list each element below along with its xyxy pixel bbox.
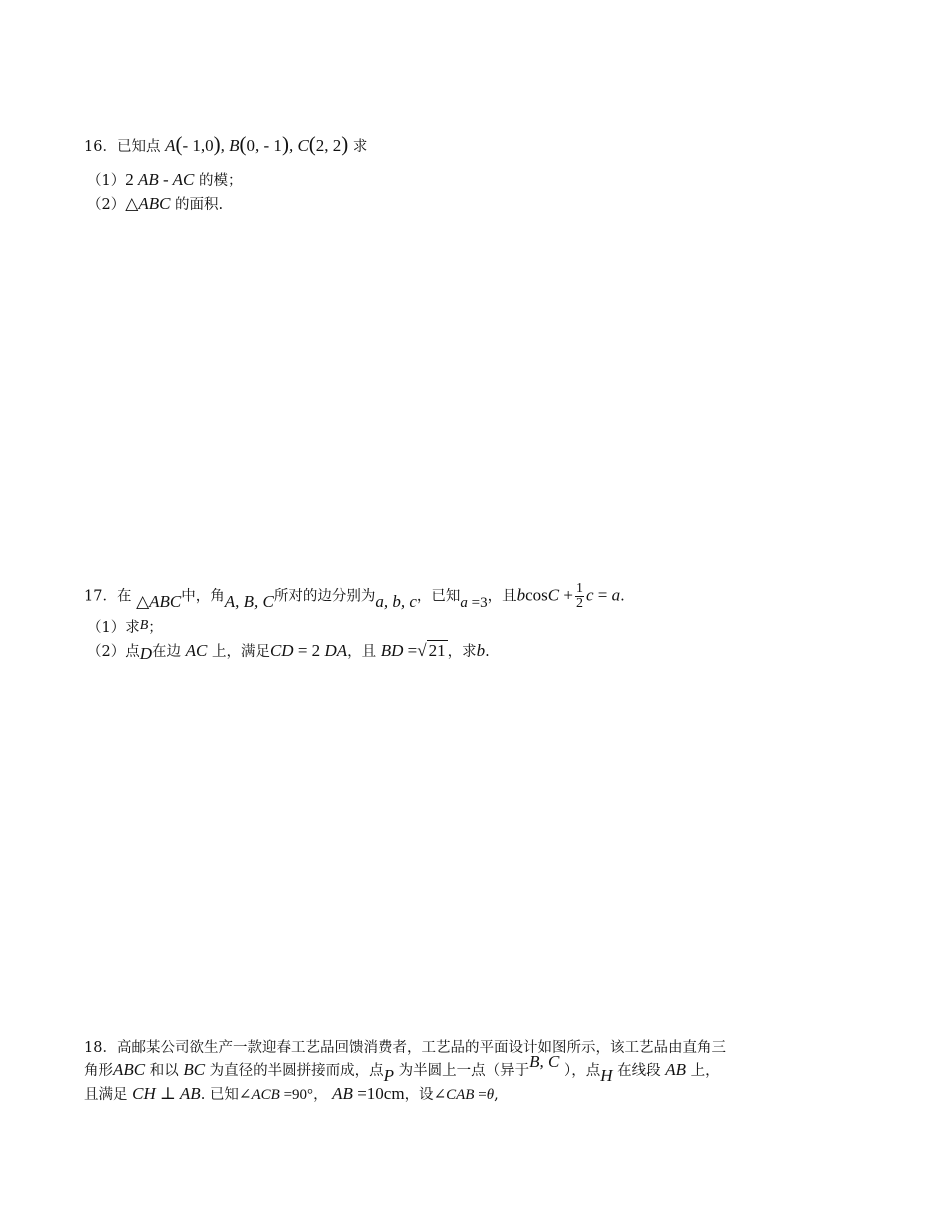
q16-part1-number: （1） — [87, 173, 126, 189]
q18-line-1 — [84, 1038, 726, 1058]
q18-ab-length: AB =10cm — [332, 1084, 405, 1103]
q18-abc: ABC — [113, 1060, 146, 1079]
q17-part2-text: （2）点 — [87, 644, 140, 660]
q18-l2-text-6: 在线段 — [617, 1063, 661, 1079]
q18-l2-text-5: ），点 — [564, 1063, 601, 1079]
q18-angle-acb: ∠ACB =90° — [238, 1087, 314, 1103]
q17-equation: bcosC + — [516, 585, 573, 605]
q18-l2-text-7: 上， — [690, 1063, 720, 1079]
q17-fraction — [575, 582, 584, 611]
q18-l3-text-3: ， — [313, 1087, 328, 1103]
q17-angles: A, B, C — [224, 591, 274, 611]
q16-part1 — [87, 170, 242, 191]
q17-given-a: a =3 — [460, 594, 488, 611]
q16-part2-number: （2） — [87, 197, 126, 213]
q18-l3-text-5: , — [494, 1087, 499, 1103]
q17-part2-text-2: 上，满足 — [211, 644, 270, 660]
q16-point-a: A(- 1,0), B(0, - 1), C(2, 2) — [165, 132, 349, 156]
q16-stem-text: 16．已知点 — [84, 139, 161, 155]
q16-part1-expr: 2 AB - AC — [125, 170, 195, 189]
q18-bc-points: B, C — [529, 1052, 560, 1071]
q17-frac-numerator: 1 — [575, 581, 583, 596]
q17-part2-text-1: 在边 — [152, 644, 182, 660]
q17-part1-end: ； — [148, 620, 163, 636]
q16-stem-suffix: 求 — [352, 139, 368, 155]
q17-text-1: 中，角 — [181, 588, 225, 605]
q18-point-h: H — [600, 1066, 613, 1085]
q18-l3-text-1: 且满足 — [84, 1087, 128, 1103]
q18-line-2 — [84, 1052, 720, 1085]
q18-text-1: 18．高邮某公司欲生产一款迎春工艺品回馈消费者，工艺品的平面设计如图所示，该工艺品由直角三 — [84, 1040, 726, 1056]
q17-sqrt: √ 21 — [417, 641, 446, 660]
q17-stem-text: 17．在 — [84, 588, 132, 605]
q18-point-p: P — [383, 1066, 395, 1085]
q17-end: . — [620, 588, 625, 605]
q18-l2-text-4: 为半圆上一点（异于 — [398, 1063, 530, 1079]
q17-part1 — [87, 618, 163, 639]
q17-part2-end: . — [485, 644, 490, 660]
q17-triangle: △ABC — [136, 591, 182, 611]
q17-point-d: D — [139, 644, 153, 663]
q17-part2 — [87, 641, 490, 662]
q17-equation-end: c = a — [585, 585, 621, 605]
q17-side-ac: AC — [185, 641, 208, 660]
q17-stem — [84, 582, 625, 611]
q18-l2-text-3: 为直径的半圆拼接而成，点 — [209, 1063, 384, 1079]
q17-text-2: 所对的边分别为 — [273, 588, 376, 605]
q18-line-3 — [84, 1084, 499, 1105]
q16-part2 — [87, 194, 223, 215]
q18-angle-cab: ∠CAB =θ — [433, 1087, 495, 1103]
q18-l2-text-2: 和以 — [149, 1063, 179, 1079]
q16-part2-text: 的面积. — [175, 197, 224, 213]
q17-bd: BD = — [380, 641, 418, 660]
q18-bc: BC — [183, 1060, 206, 1079]
q18-ch-perp-ab: CH ⊥ AB — [132, 1084, 201, 1103]
q18-ab: AB — [665, 1060, 687, 1079]
q17-var-b2: b — [476, 641, 486, 660]
q17-text-3: ，已知 — [416, 588, 461, 605]
q17-frac-denominator: 2 — [575, 596, 583, 611]
q16-triangle: △ABC — [125, 194, 171, 213]
q17-sides: a, b, c — [375, 591, 417, 611]
q17-text-4: ，且 — [487, 588, 517, 605]
q17-cd-da: CD = 2 DA — [269, 641, 348, 660]
q18-l2-text-1: 角形 — [84, 1063, 113, 1079]
q16-stem — [84, 134, 367, 157]
q17-part1-text: （1）求 — [87, 620, 140, 636]
q18-l3-text-2: . 已知 — [200, 1087, 239, 1103]
q17-part2-text-3: ，且 — [347, 644, 377, 660]
q17-part2-text-4: ，求 — [447, 644, 477, 660]
q18-l3-text-4: ，设 — [404, 1087, 434, 1103]
q16-part1-text: 的模； — [198, 173, 243, 189]
q17-var-b: B — [139, 618, 149, 633]
